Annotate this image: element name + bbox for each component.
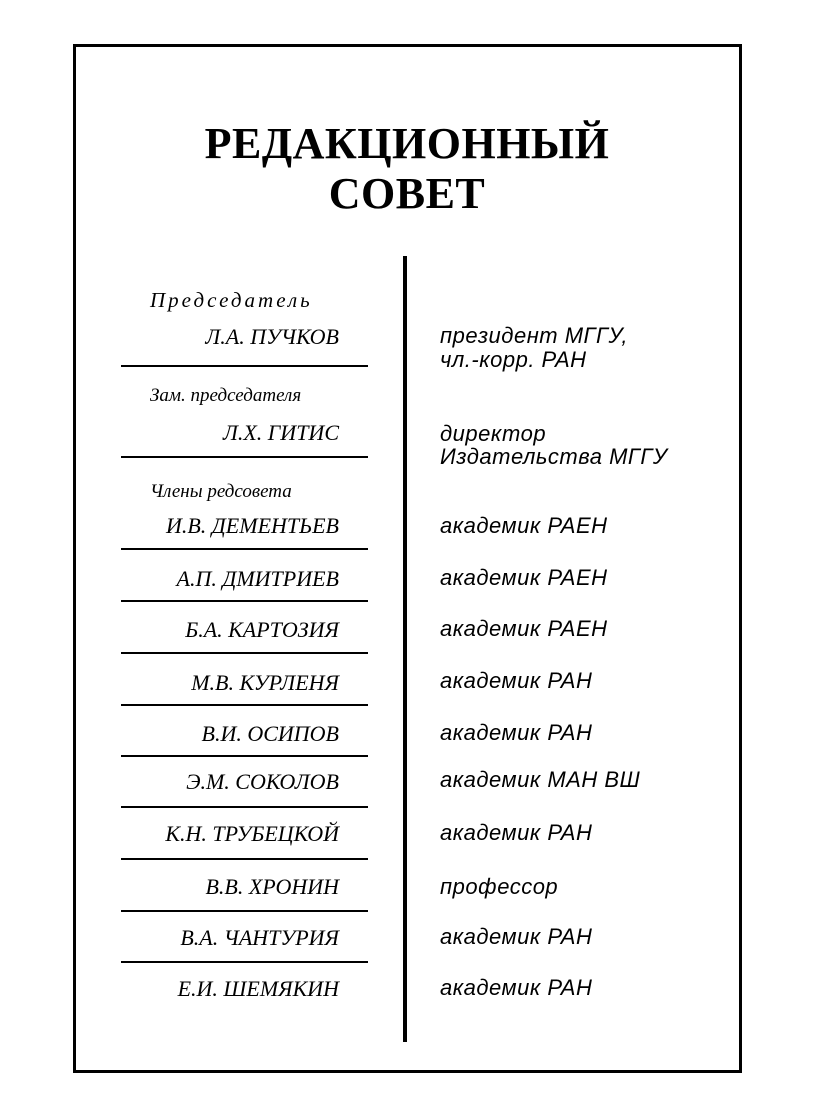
divider [121, 910, 368, 912]
chairman-title-line2: чл.-корр. РАН [440, 347, 587, 372]
member-name: В.И. ОСИПОВ [201, 721, 339, 746]
members-label: Члены редсовета [150, 481, 292, 502]
member-name: Э.М. СОКОЛОВ [186, 769, 339, 794]
divider [121, 961, 368, 963]
chairman-title-line1: президент МГГУ, [440, 323, 628, 348]
member-name: И.В. ДЕМЕНТЬЕВ [165, 513, 339, 538]
deputy-role: Зам. председателя [150, 385, 302, 406]
member-title: профессор [440, 874, 559, 899]
divider [121, 755, 368, 757]
member-title: академик РАН [440, 720, 593, 745]
column-divider [403, 256, 407, 1042]
divider [121, 365, 368, 367]
page-title-line2: СОВЕТ [328, 169, 486, 218]
divider [121, 858, 368, 860]
deputy-title-line2: Издательства МГГУ [440, 444, 668, 469]
member-title: академик МАН ВШ [440, 767, 641, 792]
member-title: академик РАЕН [440, 565, 608, 590]
divider [121, 806, 368, 808]
page-title-line1: РЕДАКЦИОННЫЙ [204, 119, 610, 168]
member-name: А.П. ДМИТРИЕВ [176, 566, 339, 591]
chairman-name: Л.А. ПУЧКОВ [205, 324, 339, 349]
member-title: академик РАН [440, 924, 593, 949]
member-name: К.Н. ТРУБЕЦКОЙ [165, 821, 339, 846]
member-name: М.В. КУРЛЕНЯ [191, 670, 339, 695]
divider [121, 704, 368, 706]
member-name: Е.И. ШЕМЯКИН [177, 976, 339, 1001]
deputy-title-line1: директор [440, 421, 547, 446]
member-title: академик РАЕН [440, 616, 608, 641]
member-title: академик РАН [440, 668, 593, 693]
member-name: В.А. ЧАНТУРИЯ [180, 925, 339, 950]
divider [121, 456, 368, 458]
member-title: академик РАН [440, 975, 593, 1000]
divider [121, 600, 368, 602]
member-name: Б.А. КАРТОЗИЯ [185, 617, 339, 642]
divider [121, 652, 368, 654]
deputy-name: Л.Х. ГИТИС [222, 420, 339, 445]
chairman-role: Председатель [150, 288, 313, 312]
member-name: В.В. ХРОНИН [205, 874, 339, 899]
divider [121, 548, 368, 550]
member-title: академик РАЕН [440, 513, 608, 538]
member-title: академик РАН [440, 820, 593, 845]
